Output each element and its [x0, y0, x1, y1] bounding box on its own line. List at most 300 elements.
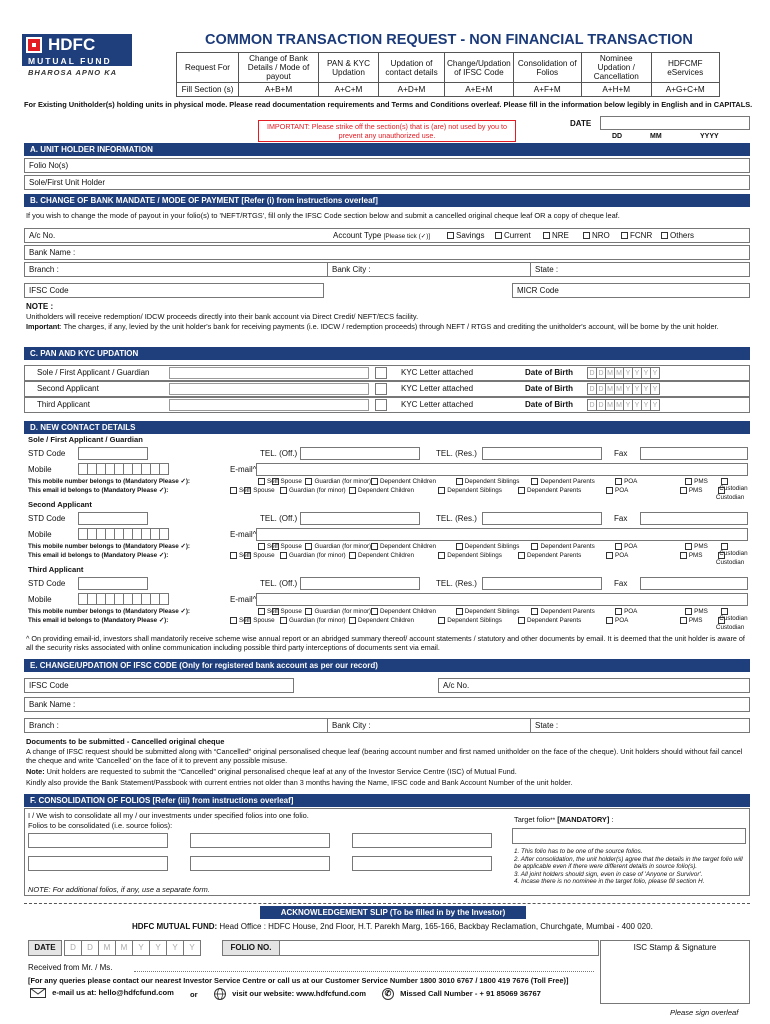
- relation-label: POA: [615, 552, 629, 560]
- dob-box[interactable]: D: [587, 399, 597, 411]
- b-ifsc-field[interactable]: [24, 283, 324, 298]
- d-mobile-belongs: This mobile number belongs to (Mandatory Please ✓):: [28, 608, 191, 615]
- mobile-relation-checkbox[interactable]: [371, 543, 378, 550]
- f-source-folio[interactable]: [352, 833, 492, 848]
- mobile-relation-checkbox[interactable]: [272, 608, 279, 615]
- f-note-item: 2. After consolidation, the unit holder(s) agree that the details in the target folio will be applicable even if there were different details in source folio(s).: [514, 855, 743, 871]
- mobile-relation-checkbox[interactable]: [456, 478, 463, 485]
- c-dob-boxes[interactable]: [587, 399, 659, 411]
- col-code: A+F+M: [513, 83, 581, 97]
- c-kyc-label: KYC Letter attached: [401, 400, 474, 409]
- d-footnote: ^ On providing email-id, investors shall mandatorily receive scheme wise annual report or an abridged summary thereof/ account statements / statutory and other documents by email. It is deemed that the unit holder is aware of all the security risks associated with online communication including possible third party interceptions of documents sent via email.: [26, 634, 745, 652]
- d-email-label: E-mail^: [230, 530, 257, 539]
- relation-label: Dependent Children: [358, 617, 415, 625]
- email-relation-checkbox[interactable]: [230, 552, 237, 559]
- d-std-label: STD Code: [28, 579, 66, 588]
- email-relation-checkbox[interactable]: [438, 487, 445, 494]
- mobile-relation-checkbox[interactable]: [531, 543, 538, 550]
- mail-icon: [30, 988, 46, 998]
- mobile-digit-box[interactable]: [159, 463, 169, 475]
- relation-label: PMS: [694, 478, 708, 486]
- d-tel-off-label: TEL. (Off.): [260, 449, 298, 458]
- e-docs1: A change of IFSC request should be submitted along with “Cancelled” original personalised cheque leaf (bearing account number and first named unitholder on the face of the cheque). Unit holders should without fail cancel the cheque and write 'Cancelled' on the face of it to prevent any possible misuse.: [26, 747, 743, 765]
- b-note-label: NOTE :: [26, 302, 54, 311]
- d-email-field[interactable]: [256, 528, 748, 541]
- dob-box[interactable]: M: [614, 367, 624, 379]
- f-source-folio[interactable]: [352, 856, 492, 871]
- fcnr-checkbox[interactable]: [621, 232, 628, 239]
- fill-section-label: Fill Section (s): [177, 83, 239, 97]
- ack-date-box[interactable]: D: [64, 940, 82, 956]
- d-std-field[interactable]: [78, 447, 148, 460]
- relation-label: Custodian: [719, 615, 748, 623]
- b-bank-name-field[interactable]: [24, 245, 750, 260]
- col-name: Updation of contact details: [379, 53, 445, 83]
- dob-box[interactable]: Y: [650, 367, 660, 379]
- d-tel-res-field[interactable]: [482, 512, 602, 525]
- c-kyc-label: KYC Letter attached: [401, 384, 474, 393]
- d-std-row: [24, 447, 750, 462]
- d-std-label: STD Code: [28, 514, 66, 523]
- ack-date-box[interactable]: Y: [166, 940, 184, 956]
- b-ifsc-label: IFSC Code: [29, 286, 69, 295]
- dob-box[interactable]: Y: [641, 383, 651, 395]
- dob-box[interactable]: Y: [650, 399, 660, 411]
- email-relation-checkbox[interactable]: [680, 487, 687, 494]
- relation-label: Self: [239, 617, 250, 625]
- c-applicant-label: Sole / First Applicant / Guardian: [37, 368, 150, 377]
- ack-date-box[interactable]: Y: [132, 940, 150, 956]
- relation-label: Dependent Siblings: [447, 552, 502, 560]
- relation-label: Spouse: [280, 543, 302, 551]
- f-target-field[interactable]: [512, 828, 746, 844]
- c-dob-label: Date of Birth: [525, 400, 573, 409]
- b-acno-row[interactable]: [24, 228, 750, 243]
- c-applicant-label: Third Applicant: [37, 400, 90, 409]
- ack-date-box[interactable]: M: [98, 940, 116, 956]
- c-kyc-label: KYC Letter attached: [401, 368, 474, 377]
- request-for-label: Request For: [177, 53, 239, 83]
- f-line1: I / We wish to consolidate all my / our investments under specified folios into one folio.: [28, 811, 309, 820]
- col-name: Consolidation of Folios: [513, 53, 581, 83]
- d-tel-off-field[interactable]: [300, 577, 420, 590]
- email-relation-checkbox[interactable]: [280, 552, 287, 559]
- sole-holder-label: Sole/First Unit Holder: [29, 178, 106, 187]
- c-pan-field[interactable]: [169, 383, 369, 395]
- f-target-label: Target folio: [514, 815, 551, 824]
- email-relation-checkbox[interactable]: [680, 617, 687, 624]
- col-name: HDFCMF eServices: [651, 53, 719, 83]
- relation-label: Self: [239, 552, 250, 560]
- type-label: Others: [670, 231, 695, 240]
- request-table: [176, 52, 720, 97]
- email-relation-checkbox[interactable]: [518, 487, 525, 494]
- d-email-belongs: This email id belongs to (Mandatory Please ✓):: [28, 552, 169, 559]
- b-city-field[interactable]: [327, 262, 531, 277]
- relation-label: Dependent Parents: [526, 617, 582, 625]
- date-label: DATE: [570, 119, 592, 128]
- d-tel-res-label: TEL. (Res.): [436, 449, 477, 458]
- c-kyc-checkbox[interactable]: [375, 383, 387, 395]
- mobile-digit-box[interactable]: [159, 528, 169, 540]
- relation-label: Spouse: [280, 608, 302, 616]
- mobile-relation-checkbox[interactable]: [371, 608, 378, 615]
- dob-box[interactable]: Y: [623, 383, 633, 395]
- relation-label: POA: [615, 487, 629, 495]
- type-label: NRE: [552, 231, 569, 240]
- relation-label: Dependent Siblings: [464, 543, 520, 551]
- c-kyc-checkbox[interactable]: [375, 399, 387, 411]
- d-fax-label: Fax: [614, 514, 628, 523]
- relation-label: Custodian: [719, 550, 748, 558]
- relation-label: Custodian: [715, 494, 745, 502]
- e-acno-field[interactable]: [438, 678, 750, 693]
- relation-label: Self: [267, 543, 278, 551]
- dob-box[interactable]: D: [596, 367, 606, 379]
- b-bank-name-label: Bank Name :: [29, 248, 76, 257]
- relation-label: PMS: [688, 487, 703, 495]
- relation-label: Dependent Siblings: [464, 608, 520, 616]
- logo-mark-icon: [26, 37, 42, 53]
- email-relation-checkbox[interactable]: [718, 617, 725, 624]
- relation-label: Dependent Children: [358, 552, 415, 560]
- email-relation-checkbox[interactable]: [349, 552, 356, 559]
- f-source-folio[interactable]: [190, 833, 330, 848]
- col-code: A+C+M: [319, 83, 379, 97]
- e-city-field[interactable]: [327, 718, 531, 733]
- current-checkbox[interactable]: [495, 232, 502, 239]
- d-fax-label: Fax: [614, 449, 628, 458]
- ack-email[interactable]: e-mail us at: hello@hdfcfund.com: [52, 988, 174, 997]
- mobile-relation-checkbox[interactable]: [721, 608, 728, 615]
- dob-box[interactable]: Y: [632, 399, 642, 411]
- f-source-folio[interactable]: [28, 856, 168, 871]
- dob-box[interactable]: Y: [641, 399, 651, 411]
- relation-label: Guardian (for minor): [288, 617, 346, 625]
- d-tel-off-label: TEL. (Off.): [260, 514, 298, 523]
- mobile-relation-checkbox[interactable]: [272, 543, 279, 550]
- col-code: A+D+M: [379, 83, 445, 97]
- d-tel-res-field[interactable]: [482, 577, 602, 590]
- relation-label: PMS: [694, 608, 708, 616]
- relation-label: Dependent Siblings: [447, 617, 502, 625]
- f-mandatory: [MANDATORY]: [557, 815, 610, 824]
- relation-label: Guardian (for minor): [314, 478, 372, 486]
- dob-box[interactable]: Y: [623, 367, 633, 379]
- relation-label: Dependent Children: [380, 608, 437, 616]
- b-note2: : The charges, if any, levied by the unit holder's bank for receiving payments (i.e. IDCW / redemption proceeds) through NEFT / RTGS and crediting the unitholder's account, will be borne by the unit holder.: [59, 322, 719, 331]
- ack-missed-call: Missed Call Number - + 91 85069 36767: [400, 989, 541, 998]
- relation-label: Self: [239, 487, 250, 495]
- b-acno-label: A/c No.: [29, 231, 56, 240]
- d-applicant-title: Third Applicant: [28, 565, 84, 574]
- email-relation-checkbox[interactable]: [349, 487, 356, 494]
- logo-name: HDFC: [48, 35, 96, 54]
- received-label: Received from Mr. / Ms.: [28, 963, 113, 972]
- email-relation-checkbox[interactable]: [280, 617, 287, 624]
- relation-label: POA: [615, 617, 629, 625]
- email-relation-checkbox[interactable]: [438, 552, 445, 559]
- c-pan-field[interactable]: [169, 367, 369, 379]
- mobile-relation-checkbox[interactable]: [531, 608, 538, 615]
- email-relation-checkbox[interactable]: [230, 487, 237, 494]
- d-std-row: [24, 512, 750, 527]
- mobile-relation-checkbox[interactable]: [305, 543, 312, 550]
- d-mobile-row: [24, 593, 750, 608]
- logo-tagline: BHAROSA APNO KA: [28, 68, 118, 77]
- dob-box[interactable]: Y: [623, 399, 633, 411]
- dob-box[interactable]: M: [605, 399, 615, 411]
- d-email-belongs: This email id belongs to (Mandatory Please ✓):: [28, 617, 169, 624]
- mobile-relation-checkbox[interactable]: [258, 478, 265, 485]
- email-relation-checkbox[interactable]: [244, 487, 251, 494]
- mobile-relation-checkbox[interactable]: [615, 543, 622, 550]
- email-relation-checkbox[interactable]: [230, 617, 237, 624]
- c-applicant-row: [24, 365, 750, 381]
- b-micr-field[interactable]: [512, 283, 750, 298]
- intro-text: For Existing Unitholder(s) holding units in physical mode. Please read documentation requirements and Terms and Conditions overleaf. Please fill in the information below legibly in English and in CAPITALS.: [24, 100, 753, 109]
- email-relation-checkbox[interactable]: [606, 487, 613, 494]
- b-branch-label: Branch :: [29, 265, 59, 274]
- nro-checkbox[interactable]: [583, 232, 590, 239]
- mobile-relation-checkbox[interactable]: [371, 478, 378, 485]
- e-city-label: Bank City :: [332, 721, 371, 730]
- logo-sub: MUTUAL FUND: [28, 56, 112, 66]
- email-relation-checkbox[interactable]: [244, 552, 251, 559]
- b-note2-bold: Important: [26, 322, 60, 331]
- relation-label: POA: [624, 543, 638, 551]
- mobile-relation-checkbox[interactable]: [305, 478, 312, 485]
- dob-box[interactable]: D: [596, 399, 606, 411]
- dob-box[interactable]: Y: [632, 367, 642, 379]
- section-d-header: D. NEW CONTACT DETAILS: [24, 421, 750, 434]
- c-applicant-label: Second Applicant: [37, 384, 99, 393]
- d-tel-off-field[interactable]: [300, 512, 420, 525]
- b-city-label: Bank City :: [332, 265, 371, 274]
- cut-line: [24, 903, 750, 904]
- f-source-folio[interactable]: [190, 856, 330, 871]
- ack-date-box[interactable]: M: [115, 940, 133, 956]
- received-field[interactable]: [134, 971, 594, 972]
- relation-label: Dependent Parents: [526, 487, 582, 495]
- email-relation-checkbox[interactable]: [718, 552, 725, 559]
- sole-holder-field[interactable]: [24, 175, 750, 190]
- savings-checkbox[interactable]: [447, 232, 454, 239]
- d-applicant-title: Sole / First Applicant / Guardian: [28, 435, 143, 444]
- d-mobile-label: Mobile: [28, 595, 52, 604]
- dob-box[interactable]: D: [596, 383, 606, 395]
- account-type-label: Account Type: [333, 231, 382, 240]
- mobile-relation-checkbox[interactable]: [456, 608, 463, 615]
- mobile-relation-checkbox[interactable]: [615, 478, 622, 485]
- ack-date-box[interactable]: Y: [149, 940, 167, 956]
- d-tel-res-field[interactable]: [482, 447, 602, 460]
- mobile-relation-checkbox[interactable]: [258, 543, 265, 550]
- mobile-relation-checkbox[interactable]: [615, 608, 622, 615]
- ack-date-box[interactable]: D: [81, 940, 99, 956]
- d-std-row: [24, 577, 750, 592]
- type-label: Current: [504, 231, 531, 240]
- f-note-item: 4. Incase there is no nominee in the target folio, please fill section H.: [514, 878, 705, 886]
- section-b-instruction: If you wish to change the mode of payout in your folio(s) to 'NEFT/RTGS', fill only the IFSC Code section below and submit a cancelled original cheque leaf OR a copy of cheque leaf.: [26, 211, 620, 220]
- d-fax-field[interactable]: [640, 447, 748, 460]
- email-relation-checkbox[interactable]: [606, 552, 613, 559]
- d-std-field[interactable]: [78, 512, 148, 525]
- relation-label: Dependent Siblings: [447, 487, 502, 495]
- d-email-field[interactable]: [256, 463, 748, 476]
- folio-field[interactable]: [24, 158, 750, 173]
- c-applicant-row: [24, 381, 750, 397]
- d-mobile-row: [24, 463, 750, 478]
- d-std-label: STD Code: [28, 449, 66, 458]
- d-email-label: E-mail^: [230, 595, 257, 604]
- c-kyc-checkbox[interactable]: [375, 367, 387, 379]
- mobile-relation-checkbox[interactable]: [685, 543, 692, 550]
- dob-box[interactable]: D: [587, 383, 597, 395]
- relation-label: Guardian (for minor): [288, 552, 346, 560]
- b-micr-label: MICR Code: [517, 286, 559, 295]
- ack-folio-field[interactable]: [279, 940, 599, 956]
- col-name: Change of Bank Details / Mode of payout: [239, 53, 319, 83]
- f-note-item: 1. This folio has to be one of the source folios.: [514, 848, 643, 855]
- date-yyyy: YYYY: [700, 133, 719, 140]
- type-label: FCNR: [630, 231, 653, 240]
- dob-box[interactable]: Y: [650, 383, 660, 395]
- dob-box[interactable]: M: [605, 383, 615, 395]
- dob-box[interactable]: M: [605, 367, 615, 379]
- others-checkbox[interactable]: [661, 232, 668, 239]
- mobile-relation-checkbox[interactable]: [721, 478, 728, 485]
- relation-label: Dependent Children: [358, 487, 415, 495]
- folio-label: Folio No(s): [29, 161, 69, 170]
- e-bank-name-field[interactable]: [24, 697, 750, 712]
- e-docs2-bold: Note:: [26, 767, 45, 776]
- d-mobile-row: [24, 528, 750, 543]
- email-relation-checkbox[interactable]: [244, 617, 251, 624]
- relation-label: Spouse: [253, 552, 275, 560]
- ack-folio-label: FOLIO NO.: [222, 940, 280, 956]
- email-relation-checkbox[interactable]: [518, 617, 525, 624]
- d-email-field[interactable]: [256, 593, 748, 606]
- c-dob-boxes[interactable]: [587, 367, 659, 379]
- f-note-item: 3. All joint holders should sign, even in case of 'Anyone or Survivor'.: [514, 870, 703, 878]
- mobile-relation-checkbox[interactable]: [531, 478, 538, 485]
- c-dob-label: Date of Birth: [525, 368, 573, 377]
- e-branch-field[interactable]: [24, 718, 328, 733]
- dob-box[interactable]: Y: [641, 367, 651, 379]
- c-dob-label: Date of Birth: [525, 384, 573, 393]
- e-docs-title: Documents to be submitted - Cancelled original cheque: [26, 737, 225, 746]
- relation-label: PMS: [688, 617, 703, 625]
- d-std-field[interactable]: [78, 577, 148, 590]
- b-branch-field[interactable]: [24, 262, 328, 277]
- dob-box[interactable]: D: [587, 367, 597, 379]
- d-tel-off-field[interactable]: [300, 447, 420, 460]
- e-docs2: Unit holders are requested to submit the “Cancelled” original personalised cheque leaf at any of the Investor Service Centre (ISC) of Mutual Fund.: [44, 767, 517, 776]
- e-ifsc-field[interactable]: [24, 678, 294, 693]
- nre-checkbox[interactable]: [543, 232, 550, 239]
- dob-box[interactable]: M: [614, 383, 624, 395]
- mobile-relation-checkbox[interactable]: [685, 478, 692, 485]
- c-applicant-row: [24, 397, 750, 413]
- ack-date-box[interactable]: Y: [183, 940, 201, 956]
- email-relation-checkbox[interactable]: [280, 487, 287, 494]
- dob-box[interactable]: Y: [632, 383, 642, 395]
- b-note1: Unitholders will receive redemption/ IDCW proceeds directly into their bank account via Direct Credit/ NEFT/ECS facility.: [26, 312, 419, 321]
- col-code: A+E+M: [445, 83, 514, 97]
- section-c-header: C. PAN AND KYC UPDATION: [24, 347, 750, 360]
- ack-head-bold: HDFC MUTUAL FUND:: [132, 922, 218, 931]
- email-relation-checkbox[interactable]: [438, 617, 445, 624]
- f-source-folio[interactable]: [28, 833, 168, 848]
- phone-icon: ✆: [382, 988, 394, 1000]
- e-branch-label: Branch :: [29, 721, 59, 730]
- d-fax-field[interactable]: [640, 512, 748, 525]
- e-acno-label: A/c No.: [443, 681, 470, 690]
- d-mobile-label: Mobile: [28, 530, 52, 539]
- mobile-relation-checkbox[interactable]: [456, 543, 463, 550]
- email-relation-checkbox[interactable]: [606, 617, 613, 624]
- ack-queries: [For any queries please contact our nearest Investor Service Centre or call us at our Customer Service Number 1800 3010 6767 / 1800 419 7676 (Toll Free)]: [28, 976, 569, 985]
- mobile-relation-checkbox[interactable]: [685, 608, 692, 615]
- mobile-relation-checkbox[interactable]: [305, 608, 312, 615]
- col-name: Nominee Updation / Cancellation: [581, 53, 651, 83]
- date-dd: DD: [612, 133, 623, 140]
- d-fax-label: Fax: [614, 579, 628, 588]
- relation-label: Custodian: [715, 559, 745, 567]
- e-state-field[interactable]: [530, 718, 750, 733]
- d-fax-field[interactable]: [640, 577, 748, 590]
- relation-label: Dependent Parents: [526, 552, 582, 560]
- date-boxes[interactable]: [600, 116, 750, 130]
- ack-website[interactable]: visit our website: www.hdfcfund.com: [232, 989, 367, 998]
- ack-head: Head Office : HDFC House, 2nd Floor, H.T. Parekh Marg, 165-166, Backbay Reclamation, Churchgate, Mumbai - 400 020.: [217, 922, 653, 931]
- email-relation-checkbox[interactable]: [349, 617, 356, 624]
- type-label: NRO: [592, 231, 610, 240]
- d-tel-res-label: TEL. (Res.): [436, 514, 477, 523]
- relation-label: Self: [267, 478, 278, 486]
- mobile-relation-checkbox[interactable]: [272, 478, 279, 485]
- col-name: PAN & KYC Updation: [319, 53, 379, 83]
- mobile-relation-checkbox[interactable]: [721, 543, 728, 550]
- relation-label: PMS: [688, 552, 703, 560]
- section-e-header: E. CHANGE/UPDATION OF IFSC CODE (Only for registered bank account as per our record): [24, 659, 750, 672]
- globe-icon: [214, 988, 226, 1000]
- col-code: A+H+M: [581, 83, 651, 97]
- relation-label: Dependent Parents: [540, 543, 595, 551]
- relation-label: Dependent Parents: [540, 608, 595, 616]
- e-ifsc-label: IFSC Code: [29, 681, 69, 690]
- c-pan-field[interactable]: [169, 399, 369, 411]
- c-dob-boxes[interactable]: [587, 383, 659, 395]
- mobile-digit-box[interactable]: [159, 593, 169, 605]
- relation-label: POA: [624, 608, 638, 616]
- email-relation-checkbox[interactable]: [680, 552, 687, 559]
- relation-label: PMS: [694, 543, 708, 551]
- date-mm: MM: [650, 133, 662, 140]
- ack-date-label: DATE: [28, 940, 62, 956]
- relation-label: Spouse: [253, 487, 275, 495]
- d-tel-off-label: TEL. (Off.): [260, 579, 298, 588]
- email-relation-checkbox[interactable]: [718, 487, 725, 494]
- mobile-relation-checkbox[interactable]: [258, 608, 265, 615]
- d-tel-res-label: TEL. (Res.): [436, 579, 477, 588]
- b-state-field[interactable]: [530, 262, 750, 277]
- dob-box[interactable]: M: [614, 399, 624, 411]
- section-a-header: A. UNIT HOLDER INFORMATION: [24, 143, 750, 156]
- e-docs3: Kindly also provide the Bank Statement/Passbook with current entries not older than 3 months having the Name, IFSC code and Bank Account Number of the unit holder.: [26, 778, 573, 787]
- email-relation-checkbox[interactable]: [518, 552, 525, 559]
